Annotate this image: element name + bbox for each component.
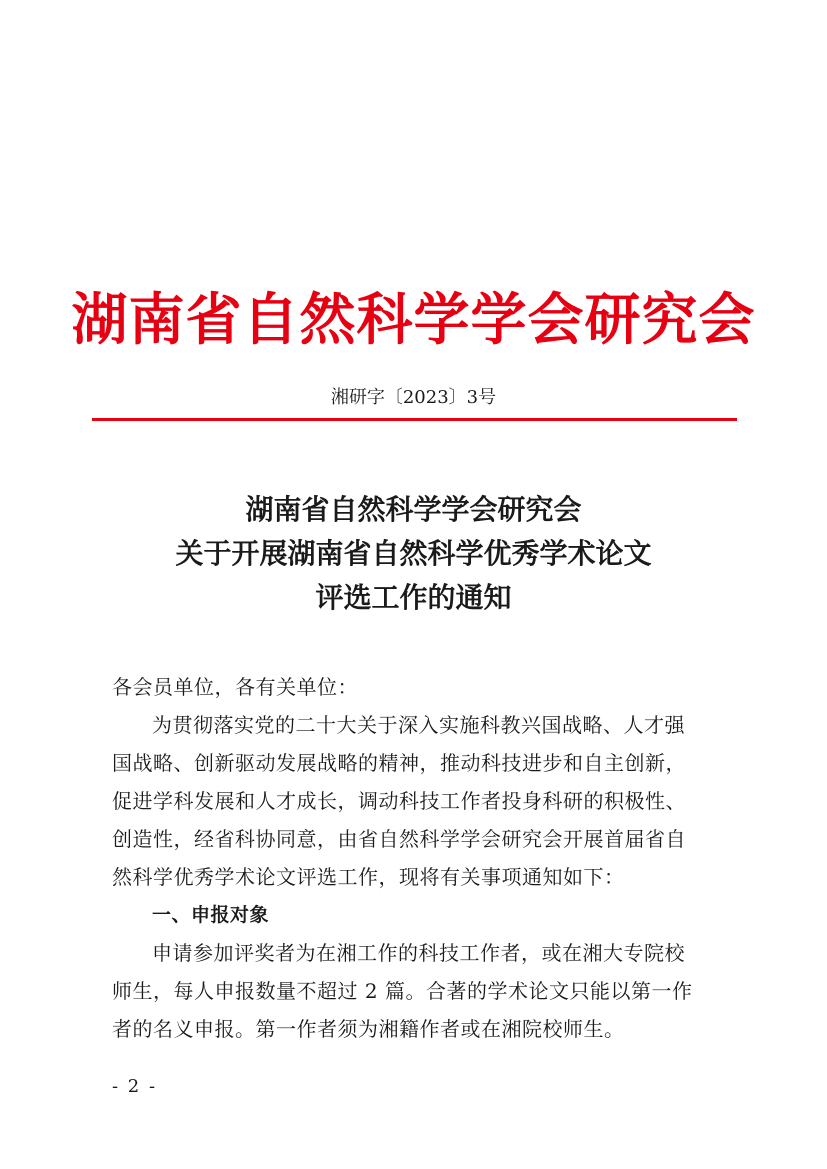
section-heading-applicants: 一、申报对象	[152, 904, 270, 926]
title-line-1: 湖南省自然科学学会研究会	[245, 493, 582, 526]
paragraph-intro	[112, 706, 724, 896]
document-number: 湘研字〔2023〕3号	[330, 387, 497, 408]
paragraph-line: 者的名义申报。第一作者须为湘籍作者或在湘院校师生。	[112, 1017, 625, 1041]
red-divider-line	[92, 418, 737, 421]
document-body	[112, 668, 724, 1048]
paragraph-applicants	[112, 934, 724, 1048]
paragraph-line: 创造性，经省科协同意，由省自然科学学会研究会开展首届省自	[112, 827, 686, 851]
salutation: 各会员单位，各有关单位：	[112, 675, 358, 699]
organization-letterhead: 湖南省自然科学学会研究会	[71, 287, 756, 353]
page-number: - 2 -	[112, 1076, 158, 1097]
paragraph-line: 促进学科发展和人才成长，调动科技工作者投身科研的积极性、	[112, 789, 686, 813]
paragraph-line: 为贯彻落实党的二十大关于深入实施科教兴国战略、人才强	[152, 713, 685, 737]
paragraph-line: 师生，每人申报数量不超过 2 篇。合著的学术论文只能以第一作	[112, 979, 693, 1003]
title-line-2: 关于开展湖南省自然科学优秀学术论文	[175, 537, 652, 570]
paragraph-line: 国战略、创新驱动发展战略的精神，推动科技进步和自主创新，	[112, 751, 686, 775]
paragraph-line: 然科学优秀学术论文评选工作，现将有关事项通知如下：	[112, 865, 625, 889]
title-line-3: 评选工作的通知	[315, 581, 512, 614]
document-title	[0, 488, 827, 620]
paragraph-line: 申请参加评奖者为在湘工作的科技工作者，或在湘大专院校	[152, 941, 685, 965]
